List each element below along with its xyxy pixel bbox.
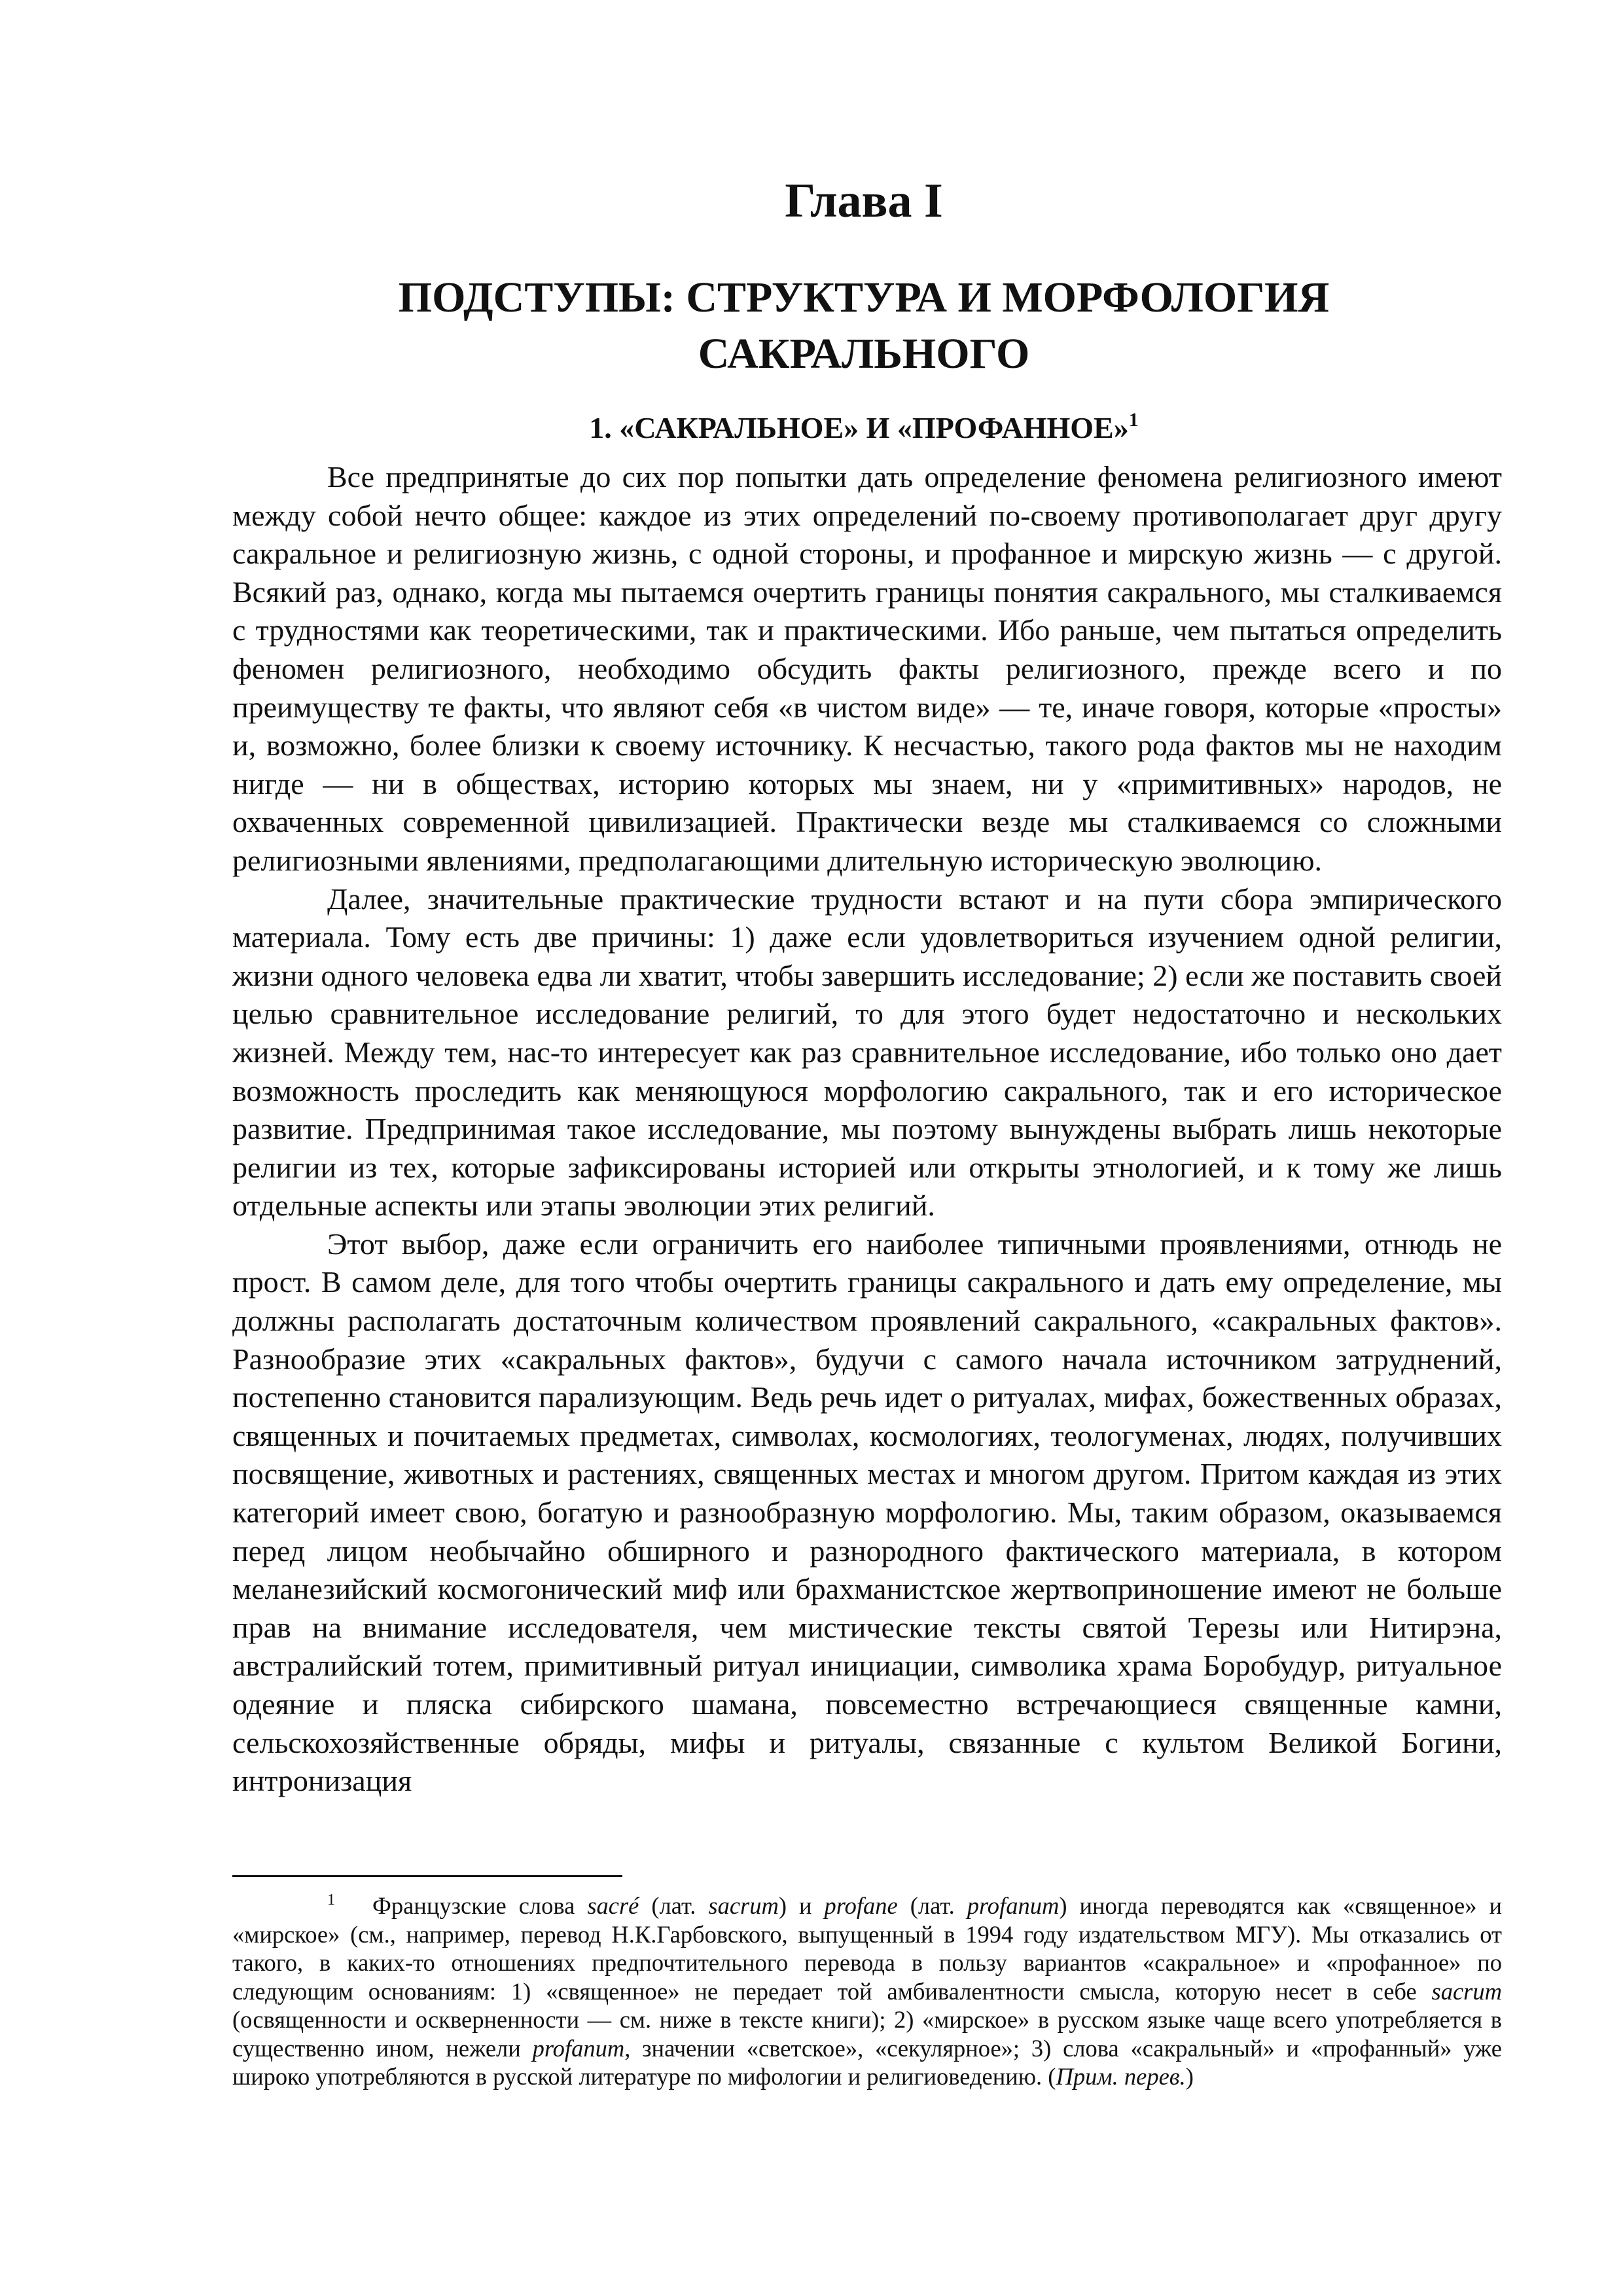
footnote-term: profanum bbox=[967, 1892, 1060, 1919]
footnote-text: ) иногда переводятся как «священное» и «мирское» (см., например, перевод Н.К.Гарбовского, выпущенный в 1994 году издательством МГУ). Мы отказались от такого, в каких-то отношениях предпочтительного перевода в пользу вариантов «сакральное» и «профанное» по следующим основаниям: 1) «священное» не передает той амбивалентности смысла, которую несет в себе bbox=[232, 1892, 1502, 2005]
section-title-text: 1. «САКРАЛЬНОЕ» И «ПРОФАННОЕ» bbox=[589, 411, 1129, 444]
footnote-term: sacrum bbox=[1431, 1977, 1502, 2005]
body-paragraph: Этот выбор, даже если ограничить его наиболее типичными проявлениями, отнюдь не прост. В самом деле, для того чтобы очертить границы сакрального и дать ему определение, мы должны располагать достаточным количеством проявлений сакрального, «сакральных фактов». Разнообразие этих «сакральных фактов», будучи с самого начала источником затруднений, постепенно становится парализующим. Ведь речь идет о ритуалах, мифах, божественных образах, священных и почитаемых предметах, символах, космологиях, теологуменах, людях, получивших посвящение, животных и растениях, священных местах и многом другом. Притом каждая из этих категорий имеет свою, богатую и разнообразную морфологию. Мы, таким образом, оказываемся перед лицом необычайно обширного и разнородного фактического материала, в котором меланезийский космогонический миф или брахманистское жертвоприношение имеют не больше прав на внимание исследователя, чем мистические тексты святой Терезы или Нитирэна, австралийский тотем, примитивный ритуал инициации, символика храма Боробудур, ритуальное одеяние и пляска сибирского шамана, повсеместно встречающиеся священные камни, сельскохозяйственные обряды, мифы и ритуалы, связанные с культом Великой Богини, интронизация bbox=[232, 1227, 1502, 1798]
footnote-text: (освященности и оскверненности — см. ниже в тексте книги); 2) «мирское» в русском языке чаще всего употребляется в существенно ином, нежели bbox=[232, 2006, 1502, 2062]
body-text bbox=[232, 458, 1502, 1801]
section-title bbox=[288, 408, 1440, 448]
footnote-text: (лат. bbox=[897, 1892, 967, 1919]
section-footnote-mark: 1 bbox=[1128, 409, 1139, 431]
footnote-translator-note: Прим. перев. bbox=[1056, 2063, 1186, 2090]
chapter-title-line-1: ПОДСТУПЫ: СТРУКТУРА И МОРФОЛОГИЯ bbox=[398, 274, 1330, 321]
footnote-text: ) и bbox=[778, 1892, 825, 1919]
footnote bbox=[232, 1892, 1502, 2091]
footnote-term: profanum bbox=[532, 2034, 625, 2062]
body-paragraph: Далее, значительные практические трудности встают и на пути сбора эмпирического материала. Тому есть две причины: 1) даже если удовлетвориться изучением одной религии, жизни одного человека едва ли хватит, чтобы завершить исследование; 2) если же поставить своей целью сравнительное исследование религий, то для этого будет недостаточно и нескольких жизней. Между тем, нас-то интересует как раз сравнительное исследование, ибо только оно дает возможность проследить как меняющуюся морфологию сакрального, так и его историческое развитие. Предпринимая такое исследование, мы поэтому вынуждены выбрать лишь некоторые религии из тех, которые зафиксированы историей или открыты этнологией, и к тому же лишь отдельные аспекты или этапы эволюции этих религий. bbox=[232, 882, 1502, 1223]
footnote-text: ) bbox=[1185, 2063, 1194, 2090]
footnote-text: (лат. bbox=[639, 1892, 709, 1919]
chapter-label: Глава I bbox=[785, 174, 943, 228]
chapter-title bbox=[288, 270, 1440, 382]
chapter-title-line-2: САКРАЛЬНОГО bbox=[698, 330, 1030, 378]
body-paragraph: Все предпринятые до сих пор попытки дать определение феномена религиозного имеют между собой нечто общее: каждое из этих определений по-своему противополагает друг другу сакральное и религиозную жизнь, с одной стороны, и профанное и мирскую жизнь — с другой. Всякий раз, однако, когда мы пытаемся очертить границы понятия сакрального, мы сталкиваемся с трудностями как теоретическими, так и практическими. Ибо раньше, чем пытаться определить феномен религиозного, необходимо обсудить факты религиозного, прежде всего и по преимуществу те факты, что являют себя «в чистом виде» — те, иначе говоря, которые «просты» и, возможно, более близки к своему источнику. К несчастью, такого рода фактов мы не находим нигде — ни в обществах, историю которых мы знаем, ни у «примитивных» народов, не охваченных современной цивилизацией. Практически везде мы сталкиваемся со сложными религиозными явлениями, предполагающими длительную историческую эволюцию. bbox=[232, 460, 1502, 877]
footnote-term: sacrum bbox=[708, 1892, 779, 1919]
footnote-term: profane bbox=[824, 1892, 898, 1919]
footnote-mark: 1 bbox=[327, 1892, 335, 1909]
footnote-text: Французские слова bbox=[372, 1892, 588, 1919]
footnote-text: , значении «светское», «секулярное»; 3) слова «сакральный» и «профанный» уже широко употребляются в русской литературе по мифологии и религиоведению. ( bbox=[232, 2034, 1502, 2090]
footnote-term: sacré bbox=[587, 1892, 639, 1919]
footnote-divider bbox=[232, 1875, 622, 1877]
